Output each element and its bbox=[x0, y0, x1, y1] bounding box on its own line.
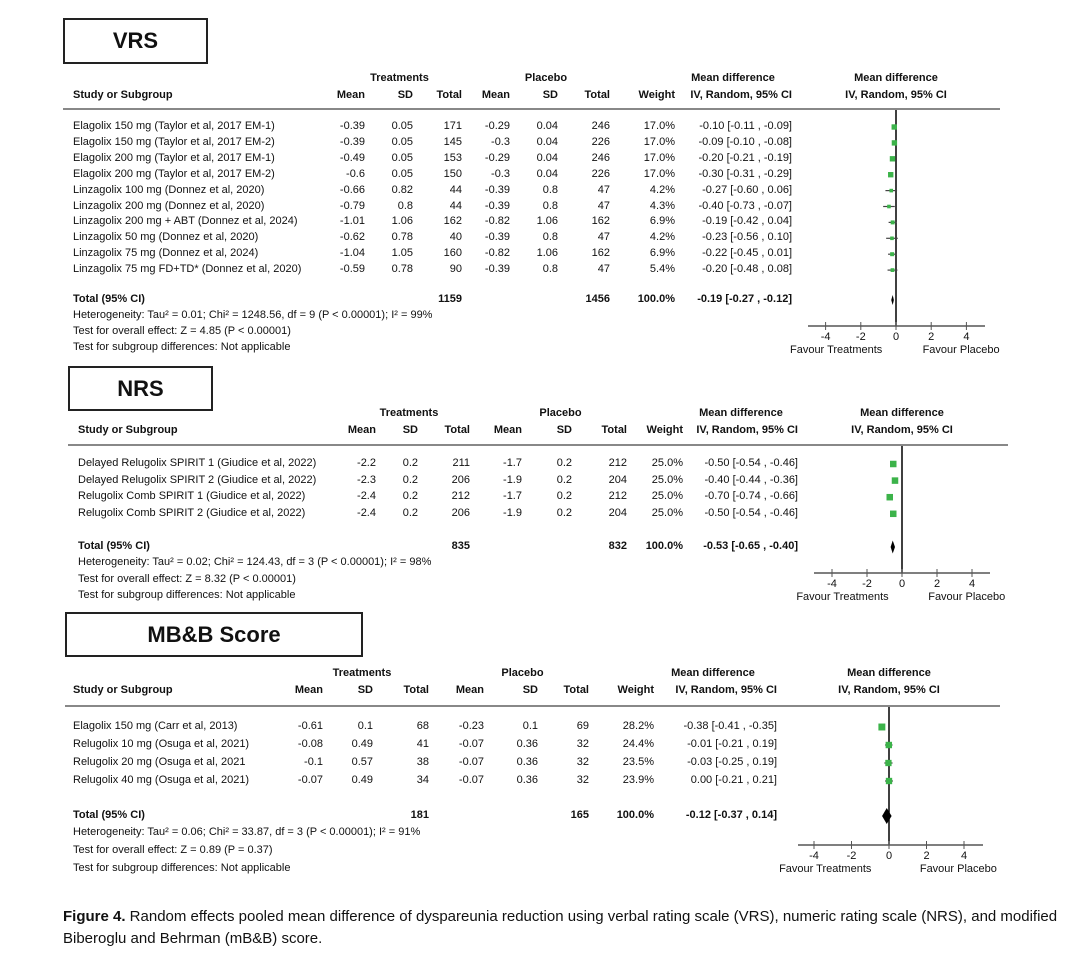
cell-weight: 25.0% bbox=[651, 490, 683, 503]
cell-p-total: 47 bbox=[597, 263, 610, 276]
cell-ci-text: -0.20 [-0.48 , 0.08] bbox=[702, 263, 792, 276]
cell-t-mean: -0.79 bbox=[339, 199, 365, 212]
footer-stat: Test for subgroup differences: Not applicable bbox=[73, 862, 291, 874]
x-tick-label: -4 bbox=[809, 850, 819, 862]
cell-p-sd: 0.04 bbox=[536, 120, 558, 132]
cell-t-mean: -2.4 bbox=[357, 506, 376, 519]
figure-caption bbox=[63, 906, 1073, 950]
cell-p-total: 212 bbox=[608, 490, 627, 503]
cell-weight: 5.4% bbox=[649, 263, 675, 276]
study-name: Relugolix Comb SPIRIT 2 (Giudice et al, 2022) bbox=[78, 506, 306, 519]
total-ci: -0.19 [-0.27 , -0.12] bbox=[697, 293, 792, 305]
cell-t-sd: 0.2 bbox=[402, 473, 418, 486]
cell-weight: 17.0% bbox=[643, 135, 675, 148]
x-tick-label: 4 bbox=[968, 578, 976, 590]
cell-p-total: 47 bbox=[597, 199, 610, 212]
study-name: Linzagolix 200 mg (Donnez et al, 2020) bbox=[73, 199, 265, 212]
cell-p-sd: 0.2 bbox=[556, 473, 572, 486]
cell-t-total: 171 bbox=[443, 120, 462, 132]
x-tick-label: -2 bbox=[855, 331, 866, 343]
cell-p-mean: -1.9 bbox=[503, 473, 522, 486]
study-name: Relugolix 10 mg (Osuga et al, 2021) bbox=[73, 738, 250, 750]
cell-ci-text: -0.40 [-0.44 , -0.36] bbox=[704, 473, 798, 486]
cell-p-total: 47 bbox=[597, 231, 610, 244]
cell-p-mean: -1.7 bbox=[503, 490, 522, 503]
cell-p-mean: -0.23 bbox=[458, 720, 484, 732]
header-md: Mean difference bbox=[691, 72, 775, 84]
cell-t-sd: 1.05 bbox=[391, 247, 413, 260]
total-weight: 100.0% bbox=[637, 293, 675, 305]
footer-stat: Test for subgroup differences: Not applicable bbox=[78, 589, 296, 601]
cell-t-total: 34 bbox=[416, 774, 429, 786]
header-study: Study or Subgroup bbox=[73, 89, 173, 101]
cell-t-mean: -2.3 bbox=[357, 473, 376, 486]
cell-t-sd: 0.2 bbox=[402, 506, 418, 519]
footer-stat: Test for subgroup differences: Not applicable bbox=[73, 341, 291, 353]
study-name: Relugolix 40 mg (Osuga et al, 2021) bbox=[73, 774, 250, 786]
total-placebo: 832 bbox=[608, 540, 627, 552]
pooled-diamond bbox=[891, 541, 895, 554]
effect-marker bbox=[887, 205, 891, 209]
cell-ci-text: -0.23 [-0.56 , 0.10] bbox=[702, 231, 792, 244]
study-name: Elagolix 200 mg (Taylor et al, 2017 EM-1) bbox=[73, 151, 275, 164]
header-md-plot-method: IV, Random, 95% CI bbox=[845, 89, 947, 101]
footer-stat: Test for overall effect: Z = 4.85 (P < 0.00001) bbox=[73, 325, 291, 337]
cell-ci-text: -0.70 [-0.74 , -0.66] bbox=[704, 490, 798, 503]
cell-p-sd: 0.1 bbox=[522, 720, 538, 732]
cell-p-total: 204 bbox=[608, 506, 627, 519]
cell-t-mean: -0.61 bbox=[297, 720, 323, 732]
cell-p-mean: -0.3 bbox=[491, 167, 510, 180]
cell-t-mean: -2.2 bbox=[357, 457, 376, 469]
study-name: Relugolix Comb SPIRIT 1 (Giudice et al, 2022) bbox=[78, 490, 306, 503]
cell-t-total: 68 bbox=[416, 720, 429, 732]
panel-title: VRS bbox=[63, 18, 208, 64]
effect-marker bbox=[890, 252, 894, 256]
cell-t-total: 44 bbox=[449, 183, 462, 196]
total-treatments: 181 bbox=[410, 809, 429, 821]
study-name: Elagolix 150 mg (Taylor et al, 2017 EM-1) bbox=[73, 120, 275, 132]
cell-t-total: 160 bbox=[443, 247, 462, 260]
x-label-left: Favour Treatments bbox=[789, 344, 883, 356]
cell-t-total: 41 bbox=[416, 738, 429, 750]
header-mean: Mean bbox=[455, 684, 484, 696]
cell-p-sd: 0.36 bbox=[516, 756, 538, 768]
header-placebo: Placebo bbox=[524, 72, 568, 84]
cell-t-sd: 0.82 bbox=[391, 183, 413, 196]
total-label: Total (95% CI) bbox=[73, 293, 145, 305]
header-placebo: Placebo bbox=[539, 407, 582, 419]
study-name: Linzagolix 75 mg FD+TD* (Donnez et al, 2020) bbox=[73, 263, 302, 276]
cell-t-total: 162 bbox=[443, 215, 462, 228]
caption-text: Random effects pooled mean difference of dyspareunia reduction using verbal rating scale (VRS), numeric rating scale (NRS), and modified Biberoglu and Behrman (mB&B) score. bbox=[63, 908, 1058, 947]
cell-ci-text: -0.19 [-0.42 , 0.04] bbox=[702, 215, 792, 228]
cell-weight: 23.5% bbox=[622, 756, 654, 768]
effect-marker bbox=[885, 760, 891, 766]
header-md-plot-method: IV, Random, 95% CI bbox=[838, 684, 940, 696]
cell-t-total: 212 bbox=[451, 490, 470, 503]
cell-t-mean: -0.08 bbox=[297, 738, 323, 750]
cell-ci-text: 0.00 [-0.21 , 0.21] bbox=[690, 774, 777, 786]
header-mean: Mean bbox=[347, 424, 376, 436]
cell-p-total: 32 bbox=[576, 738, 589, 750]
total-ci: -0.53 [-0.65 , -0.40] bbox=[703, 540, 798, 552]
cell-p-mean: -0.39 bbox=[484, 183, 510, 196]
x-label-right: Favour Placebo bbox=[922, 344, 1000, 356]
cell-p-total: 69 bbox=[576, 720, 589, 732]
cell-p-total: 226 bbox=[591, 135, 610, 148]
cell-p-total: 47 bbox=[597, 183, 610, 196]
cell-t-mean: -0.39 bbox=[339, 135, 365, 148]
cell-p-total: 204 bbox=[608, 473, 627, 486]
total-label: Total (95% CI) bbox=[78, 540, 150, 552]
cell-weight: 28.2% bbox=[622, 720, 654, 732]
cell-t-mean: -0.62 bbox=[339, 231, 365, 244]
cell-t-mean: -0.1 bbox=[304, 756, 323, 768]
cell-weight: 4.3% bbox=[649, 199, 675, 212]
cell-t-total: 90 bbox=[449, 263, 462, 276]
x-tick-label: -4 bbox=[820, 331, 831, 343]
cell-t-sd: 0.78 bbox=[391, 263, 413, 276]
cell-p-mean: -0.82 bbox=[484, 215, 510, 228]
cell-t-total: 145 bbox=[443, 135, 462, 148]
header-study: Study or Subgroup bbox=[73, 684, 173, 696]
cell-p-sd: 0.8 bbox=[542, 199, 558, 212]
x-tick-label: 0 bbox=[892, 331, 900, 343]
effect-marker bbox=[890, 237, 894, 241]
cell-p-sd: 0.8 bbox=[542, 183, 558, 196]
cell-weight: 4.2% bbox=[649, 183, 675, 196]
cell-t-sd: 0.49 bbox=[351, 738, 373, 750]
cell-t-sd: 0.49 bbox=[351, 774, 373, 786]
cell-weight: 25.0% bbox=[651, 457, 683, 469]
cell-t-sd: 0.8 bbox=[397, 199, 413, 212]
header-mean: Mean bbox=[294, 684, 323, 696]
cell-ci-text: -0.22 [-0.45 , 0.01] bbox=[702, 247, 792, 260]
cell-t-sd: 0.2 bbox=[402, 490, 418, 503]
x-label-right: Favour Placebo bbox=[928, 591, 1006, 603]
cell-p-mean: -0.39 bbox=[484, 263, 510, 276]
footer-stat: Heterogeneity: Tau² = 0.06; Chi² = 33.87, df = 3 (P < 0.00001); I² = 91% bbox=[73, 826, 421, 838]
cell-p-sd: 0.36 bbox=[516, 738, 538, 750]
header-total: Total bbox=[601, 424, 627, 436]
cell-weight: 6.9% bbox=[649, 247, 675, 260]
cell-p-sd: 1.06 bbox=[536, 247, 558, 260]
header-mean: Mean bbox=[493, 424, 522, 436]
header-mean: Mean bbox=[481, 89, 510, 101]
cell-weight: 24.4% bbox=[622, 738, 654, 750]
header-divider bbox=[68, 444, 1008, 446]
cell-t-sd: 0.57 bbox=[351, 756, 373, 768]
caption-label: Figure 4. bbox=[63, 908, 126, 925]
effect-marker bbox=[878, 724, 885, 731]
cell-t-sd: 0.05 bbox=[391, 167, 413, 180]
cell-weight: 17.0% bbox=[643, 151, 675, 164]
x-tick-label: -2 bbox=[846, 850, 857, 862]
header-sd: SD bbox=[522, 684, 538, 696]
header-mean: Mean bbox=[336, 89, 365, 101]
header-sd: SD bbox=[357, 684, 373, 696]
x-tick-label: 4 bbox=[960, 850, 968, 862]
header-md-method: IV, Random, 95% CI bbox=[690, 89, 792, 101]
cell-p-sd: 1.06 bbox=[536, 215, 558, 228]
cell-t-sd: 0.05 bbox=[391, 120, 413, 132]
x-tick-label: 0 bbox=[885, 850, 893, 862]
effect-marker bbox=[890, 156, 895, 161]
cell-p-total: 32 bbox=[576, 774, 589, 786]
header-total: Total bbox=[436, 89, 462, 101]
effect-marker bbox=[888, 172, 893, 177]
pooled-diamond bbox=[891, 295, 894, 305]
cell-ci-text: -0.20 [-0.21 , -0.19] bbox=[698, 151, 792, 164]
cell-p-total: 32 bbox=[576, 756, 589, 768]
cell-p-total: 226 bbox=[591, 167, 610, 180]
cell-ci-text: -0.30 [-0.31 , -0.29] bbox=[698, 167, 792, 180]
header-study: Study or Subgroup bbox=[78, 424, 178, 436]
header-placebo: Placebo bbox=[501, 667, 544, 679]
footer-stat: Heterogeneity: Tau² = 0.02; Chi² = 124.43, df = 3 (P < 0.00001); I² = 98% bbox=[78, 556, 432, 568]
x-tick-label: 2 bbox=[923, 850, 930, 862]
header-sd: SD bbox=[556, 424, 572, 436]
cell-ci-text: -0.09 [-0.10 , -0.08] bbox=[698, 135, 792, 148]
header-total: Total bbox=[444, 424, 470, 436]
study-name: Relugolix 20 mg (Osuga et al, 2021 bbox=[73, 756, 246, 768]
total-placebo: 1456 bbox=[585, 293, 610, 305]
cell-t-mean: -0.49 bbox=[339, 151, 365, 164]
cell-p-mean: -0.29 bbox=[484, 120, 510, 132]
header-total: Total bbox=[584, 89, 610, 101]
cell-t-total: 211 bbox=[452, 457, 470, 469]
x-tick-label: -4 bbox=[827, 578, 837, 590]
cell-t-mean: -2.4 bbox=[357, 490, 376, 503]
study-name: Linzagolix 50 mg (Donnez et al, 2020) bbox=[73, 231, 259, 244]
study-name: Linzagolix 200 mg + ABT (Donnez et al, 2024) bbox=[73, 215, 298, 228]
header-md-plot: Mean difference bbox=[847, 667, 931, 679]
study-name: Linzagolix 75 mg (Donnez et al, 2024) bbox=[73, 247, 259, 260]
study-name: Elagolix 200 mg (Taylor et al, 2017 EM-2) bbox=[73, 167, 275, 180]
cell-t-sd: 0.2 bbox=[402, 457, 418, 469]
x-label-left: Favour Treatments bbox=[779, 863, 872, 875]
panel-title: MB&B Score bbox=[65, 612, 363, 657]
cell-p-mean: -0.39 bbox=[484, 199, 510, 212]
cell-t-sd: 0.78 bbox=[391, 231, 413, 244]
cell-p-sd: 0.2 bbox=[556, 490, 572, 503]
x-tick-label: -2 bbox=[862, 578, 872, 590]
cell-p-sd: 0.2 bbox=[556, 506, 572, 519]
header-treatments: Treatments bbox=[379, 407, 439, 419]
cell-t-total: 153 bbox=[443, 151, 462, 164]
cell-ci-text: -0.01 [-0.21 , 0.19] bbox=[687, 738, 777, 750]
x-tick-label: 2 bbox=[928, 331, 935, 343]
footer-stat: Heterogeneity: Tau² = 0.01; Chi² = 1248.56, df = 9 (P < 0.00001); I² = 99% bbox=[73, 309, 433, 321]
x-label-left: Favour Treatments bbox=[796, 591, 889, 603]
cell-t-total: 44 bbox=[449, 199, 462, 212]
total-ci: -0.12 [-0.37 , 0.14] bbox=[685, 809, 777, 821]
effect-marker bbox=[892, 477, 899, 484]
effect-marker bbox=[892, 124, 897, 129]
header-sd: SD bbox=[402, 424, 418, 436]
header-divider bbox=[63, 108, 1000, 110]
total-weight: 100.0% bbox=[645, 540, 683, 552]
header-treatments: Treatments bbox=[332, 667, 392, 679]
cell-weight: 23.9% bbox=[622, 774, 654, 786]
effect-marker bbox=[886, 742, 892, 748]
effect-marker bbox=[887, 494, 894, 501]
header-md-method: IV, Random, 95% CI bbox=[675, 684, 777, 696]
study-name: Delayed Relugolix SPIRIT 2 (Giudice et al, 2022) bbox=[78, 473, 317, 486]
cell-p-mean: -0.29 bbox=[484, 151, 510, 164]
header-treatments: Treatments bbox=[370, 72, 429, 84]
cell-p-mean: -0.07 bbox=[458, 738, 484, 750]
footer-stat: Test for overall effect: Z = 8.32 (P < 0.00001) bbox=[78, 573, 296, 585]
cell-weight: 4.2% bbox=[649, 231, 675, 244]
total-placebo: 165 bbox=[570, 809, 589, 821]
cell-p-total: 246 bbox=[591, 151, 610, 164]
cell-p-mean: -0.07 bbox=[458, 756, 484, 768]
header-md-plot-method: IV, Random, 95% CI bbox=[851, 424, 953, 436]
header-md: Mean difference bbox=[671, 667, 755, 679]
effect-marker bbox=[886, 778, 892, 784]
cell-ci-text: -0.27 [-0.60 , 0.06] bbox=[702, 183, 792, 196]
cell-p-total: 212 bbox=[608, 457, 627, 469]
cell-p-sd: 0.04 bbox=[536, 167, 558, 180]
cell-t-sd: 1.06 bbox=[391, 215, 413, 228]
header-weight: Weight bbox=[646, 424, 683, 436]
cell-t-total: 206 bbox=[451, 473, 470, 486]
cell-p-sd: 0.8 bbox=[542, 231, 558, 244]
study-name: Elagolix 150 mg (Taylor et al, 2017 EM-2) bbox=[73, 135, 275, 148]
header-sd: SD bbox=[397, 89, 413, 101]
pooled-diamond bbox=[882, 808, 892, 824]
cell-p-mean: -1.9 bbox=[503, 506, 522, 519]
footer-stat: Test for overall effect: Z = 0.89 (P = 0.37) bbox=[73, 844, 273, 856]
cell-p-mean: -0.39 bbox=[484, 231, 510, 244]
cell-weight: 17.0% bbox=[643, 167, 675, 180]
cell-t-mean: -1.04 bbox=[339, 247, 365, 260]
total-treatments: 835 bbox=[451, 540, 470, 552]
cell-ci-text: -0.50 [-0.54 , -0.46] bbox=[704, 506, 798, 519]
cell-weight: 17.0% bbox=[643, 120, 675, 132]
panel-title: NRS bbox=[68, 366, 213, 411]
cell-t-total: 150 bbox=[443, 167, 462, 180]
effect-marker bbox=[892, 140, 897, 145]
header-md-method: IV, Random, 95% CI bbox=[696, 424, 798, 436]
cell-weight: 25.0% bbox=[651, 506, 683, 519]
cell-p-sd: 0.36 bbox=[516, 774, 538, 786]
header-sd: SD bbox=[542, 89, 558, 101]
cell-ci-text: -0.03 [-0.25 , 0.19] bbox=[687, 756, 777, 768]
cell-p-total: 246 bbox=[591, 120, 610, 132]
total-label: Total (95% CI) bbox=[73, 809, 145, 821]
study-name: Elagolix 150 mg (Carr et al, 2013) bbox=[73, 720, 238, 732]
effect-marker bbox=[890, 461, 897, 468]
effect-marker bbox=[889, 189, 893, 193]
header-md-plot: Mean difference bbox=[854, 72, 938, 84]
cell-p-mean: -1.7 bbox=[503, 457, 522, 469]
header-total: Total bbox=[563, 684, 589, 696]
header-md-plot: Mean difference bbox=[860, 407, 944, 419]
cell-p-sd: 0.04 bbox=[536, 135, 558, 148]
cell-weight: 25.0% bbox=[651, 473, 683, 486]
x-tick-label: 0 bbox=[898, 578, 906, 590]
effect-marker bbox=[891, 220, 895, 224]
effect-marker bbox=[891, 268, 895, 272]
cell-ci-text: -0.38 [-0.41 , -0.35] bbox=[683, 720, 777, 732]
cell-ci-text: -0.50 [-0.54 , -0.46] bbox=[704, 457, 798, 469]
header-weight: Weight bbox=[617, 684, 654, 696]
cell-t-total: 38 bbox=[416, 756, 429, 768]
cell-t-mean: -0.6 bbox=[346, 167, 365, 180]
x-tick-label: 4 bbox=[963, 331, 970, 343]
cell-ci-text: -0.40 [-0.73 , -0.07] bbox=[698, 199, 792, 212]
cell-weight: 6.9% bbox=[649, 215, 675, 228]
study-name: Linzagolix 100 mg (Donnez et al, 2020) bbox=[73, 183, 265, 196]
cell-p-mean: -0.07 bbox=[458, 774, 484, 786]
cell-t-mean: -0.39 bbox=[339, 120, 365, 132]
total-weight: 100.0% bbox=[616, 809, 654, 821]
cell-p-mean: -0.3 bbox=[491, 135, 510, 148]
study-name: Delayed Relugolix SPIRIT 1 (Giudice et al, 2022) bbox=[78, 457, 317, 469]
cell-t-sd: 0.05 bbox=[391, 151, 413, 164]
cell-t-total: 206 bbox=[451, 506, 470, 519]
cell-t-mean: -0.59 bbox=[339, 263, 365, 276]
cell-t-mean: -0.07 bbox=[297, 774, 323, 786]
x-tick-label: 2 bbox=[933, 578, 941, 590]
total-treatments: 1159 bbox=[438, 293, 462, 305]
cell-p-total: 162 bbox=[591, 215, 610, 228]
header-total: Total bbox=[403, 684, 429, 696]
cell-p-sd: 0.04 bbox=[536, 151, 558, 164]
cell-p-mean: -0.82 bbox=[484, 247, 510, 260]
cell-ci-text: -0.10 [-0.11 , -0.09] bbox=[699, 120, 792, 132]
cell-p-sd: 0.2 bbox=[556, 457, 572, 469]
cell-p-total: 162 bbox=[591, 247, 610, 260]
cell-t-sd: 0.05 bbox=[391, 135, 413, 148]
cell-t-mean: -1.01 bbox=[339, 215, 365, 228]
x-label-right: Favour Placebo bbox=[919, 863, 997, 875]
cell-p-sd: 0.8 bbox=[542, 263, 558, 276]
header-divider bbox=[65, 705, 1000, 707]
effect-marker bbox=[890, 511, 897, 518]
cell-t-mean: -0.66 bbox=[339, 183, 365, 196]
cell-t-sd: 0.1 bbox=[357, 720, 373, 732]
cell-t-total: 40 bbox=[449, 231, 462, 244]
header-md: Mean difference bbox=[699, 407, 783, 419]
header-weight: Weight bbox=[638, 89, 675, 101]
